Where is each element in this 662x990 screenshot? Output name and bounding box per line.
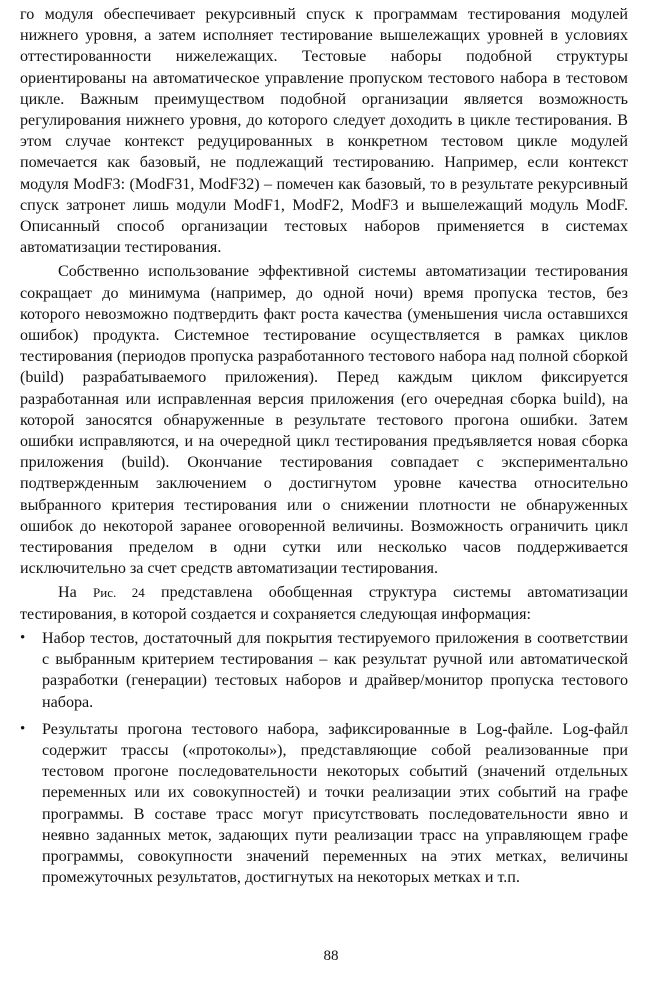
paragraph-3-rest: представлена обобщенная структура системы автоматизации тестирования, в которой создается и сохраняется следующая информация: xyxy=(20,584,628,623)
document-page xyxy=(20,4,628,894)
bullet-marker: • xyxy=(20,720,26,737)
list-item xyxy=(20,719,628,889)
page-number: 88 xyxy=(323,948,339,964)
bullet-marker: • xyxy=(20,629,26,646)
bullet-list xyxy=(20,628,628,888)
list-item-text: Набор тестов, достаточный для покрытия тестируемого приложения в соответствии с выбранным критерием тестирования – как результат ручной или автоматической разработки (генерации) тестовых наборов и драйвер/монитор пропуска тестового набора. xyxy=(42,629,628,711)
list-item xyxy=(20,628,628,713)
paragraph-1: го модуля обеспечивает рекурсивный спуск к программам тестирования модулей нижнего уровня, а затем исполняет тестирование вышележащих уровней в условиях оттестированности нижележащих. Тестовые наборы подобной структуры ориентированы на автоматическое управление пропуском тестового набора в тестовом цикле. Важным преимуществом подобной организации является возможность регулирования нижнего уровня, до которого следует доходить в цикле тестирования. В этом случае контекст редуцированных в конкретном тестовом цикле модулей помечается как базовый, не подлежащий тестированию. Например, если контекст модуля ModF3: (ModF31, ModF32) – помечен как базовый, то в результате рекурсивный спуск затронет лишь модули ModF1, ModF2, ModF3 и вышележащий модуль ModF. Описанный способ организации тестовых наборов применяется в системах автоматизации тестирования. xyxy=(20,6,628,257)
paragraph-3 xyxy=(20,582,628,624)
paragraph-3-start: На xyxy=(58,584,77,602)
paragraph-2: Собственно использование эффективной системы автоматизации тестирования сокращает до минимума (например, до одной ночи) время пропуска тестов, без которого невозможно подтвердить факт роста качества (уменьшения числа оставшихся ошибок) продукта. Системное тестирование осуществляется в рамках циклов тестирования (периодов пропуска разработанного тестового набора над полной сборкой (build) разрабатываемого приложения). Перед каждым циклом фиксируется разработанная или исправленная версия приложения (его очередная сборка build), на которой заносятся обнаруженные в результате тестового прогона ошибки. Затем ошибки исправляются, и на очередной цикл тестирования предъявляется новая сборка приложения (build). Окончание тестирования совпадает с экспериментально подтвержденным заключением о достигнутом уровне качества относительно выбранного критерия тестирования или о снижении плотности не обнаруженных ошибок до некоторой заранее оговоренной величины. Возможность ограничить цикл тестирования пределом в одни сутки или несколько часов поддерживается исключительно за счет средств автоматизации тестирования. xyxy=(20,263,628,578)
figure-reference: Рис. 24 xyxy=(93,585,145,601)
list-item-text: Результаты прогона тестового набора, зафиксированные в Log-файле. Log-файл содержит трассы («протоколы»), представляющие собой реализованные при тестовом прогоне последовательности некоторых событий (значений отдельных переменных или их совокупностей) и точки реализации этих событий на графе программы. В составе трасс могут присутствовать последовательности явно и неявно заданных меток, задающих пути реализации трасс на управляющем графе программы, совокупности значений переменных на этих метках, величины промежуточных результатов, достигнутых на некоторых метках и т.п. xyxy=(42,720,628,887)
